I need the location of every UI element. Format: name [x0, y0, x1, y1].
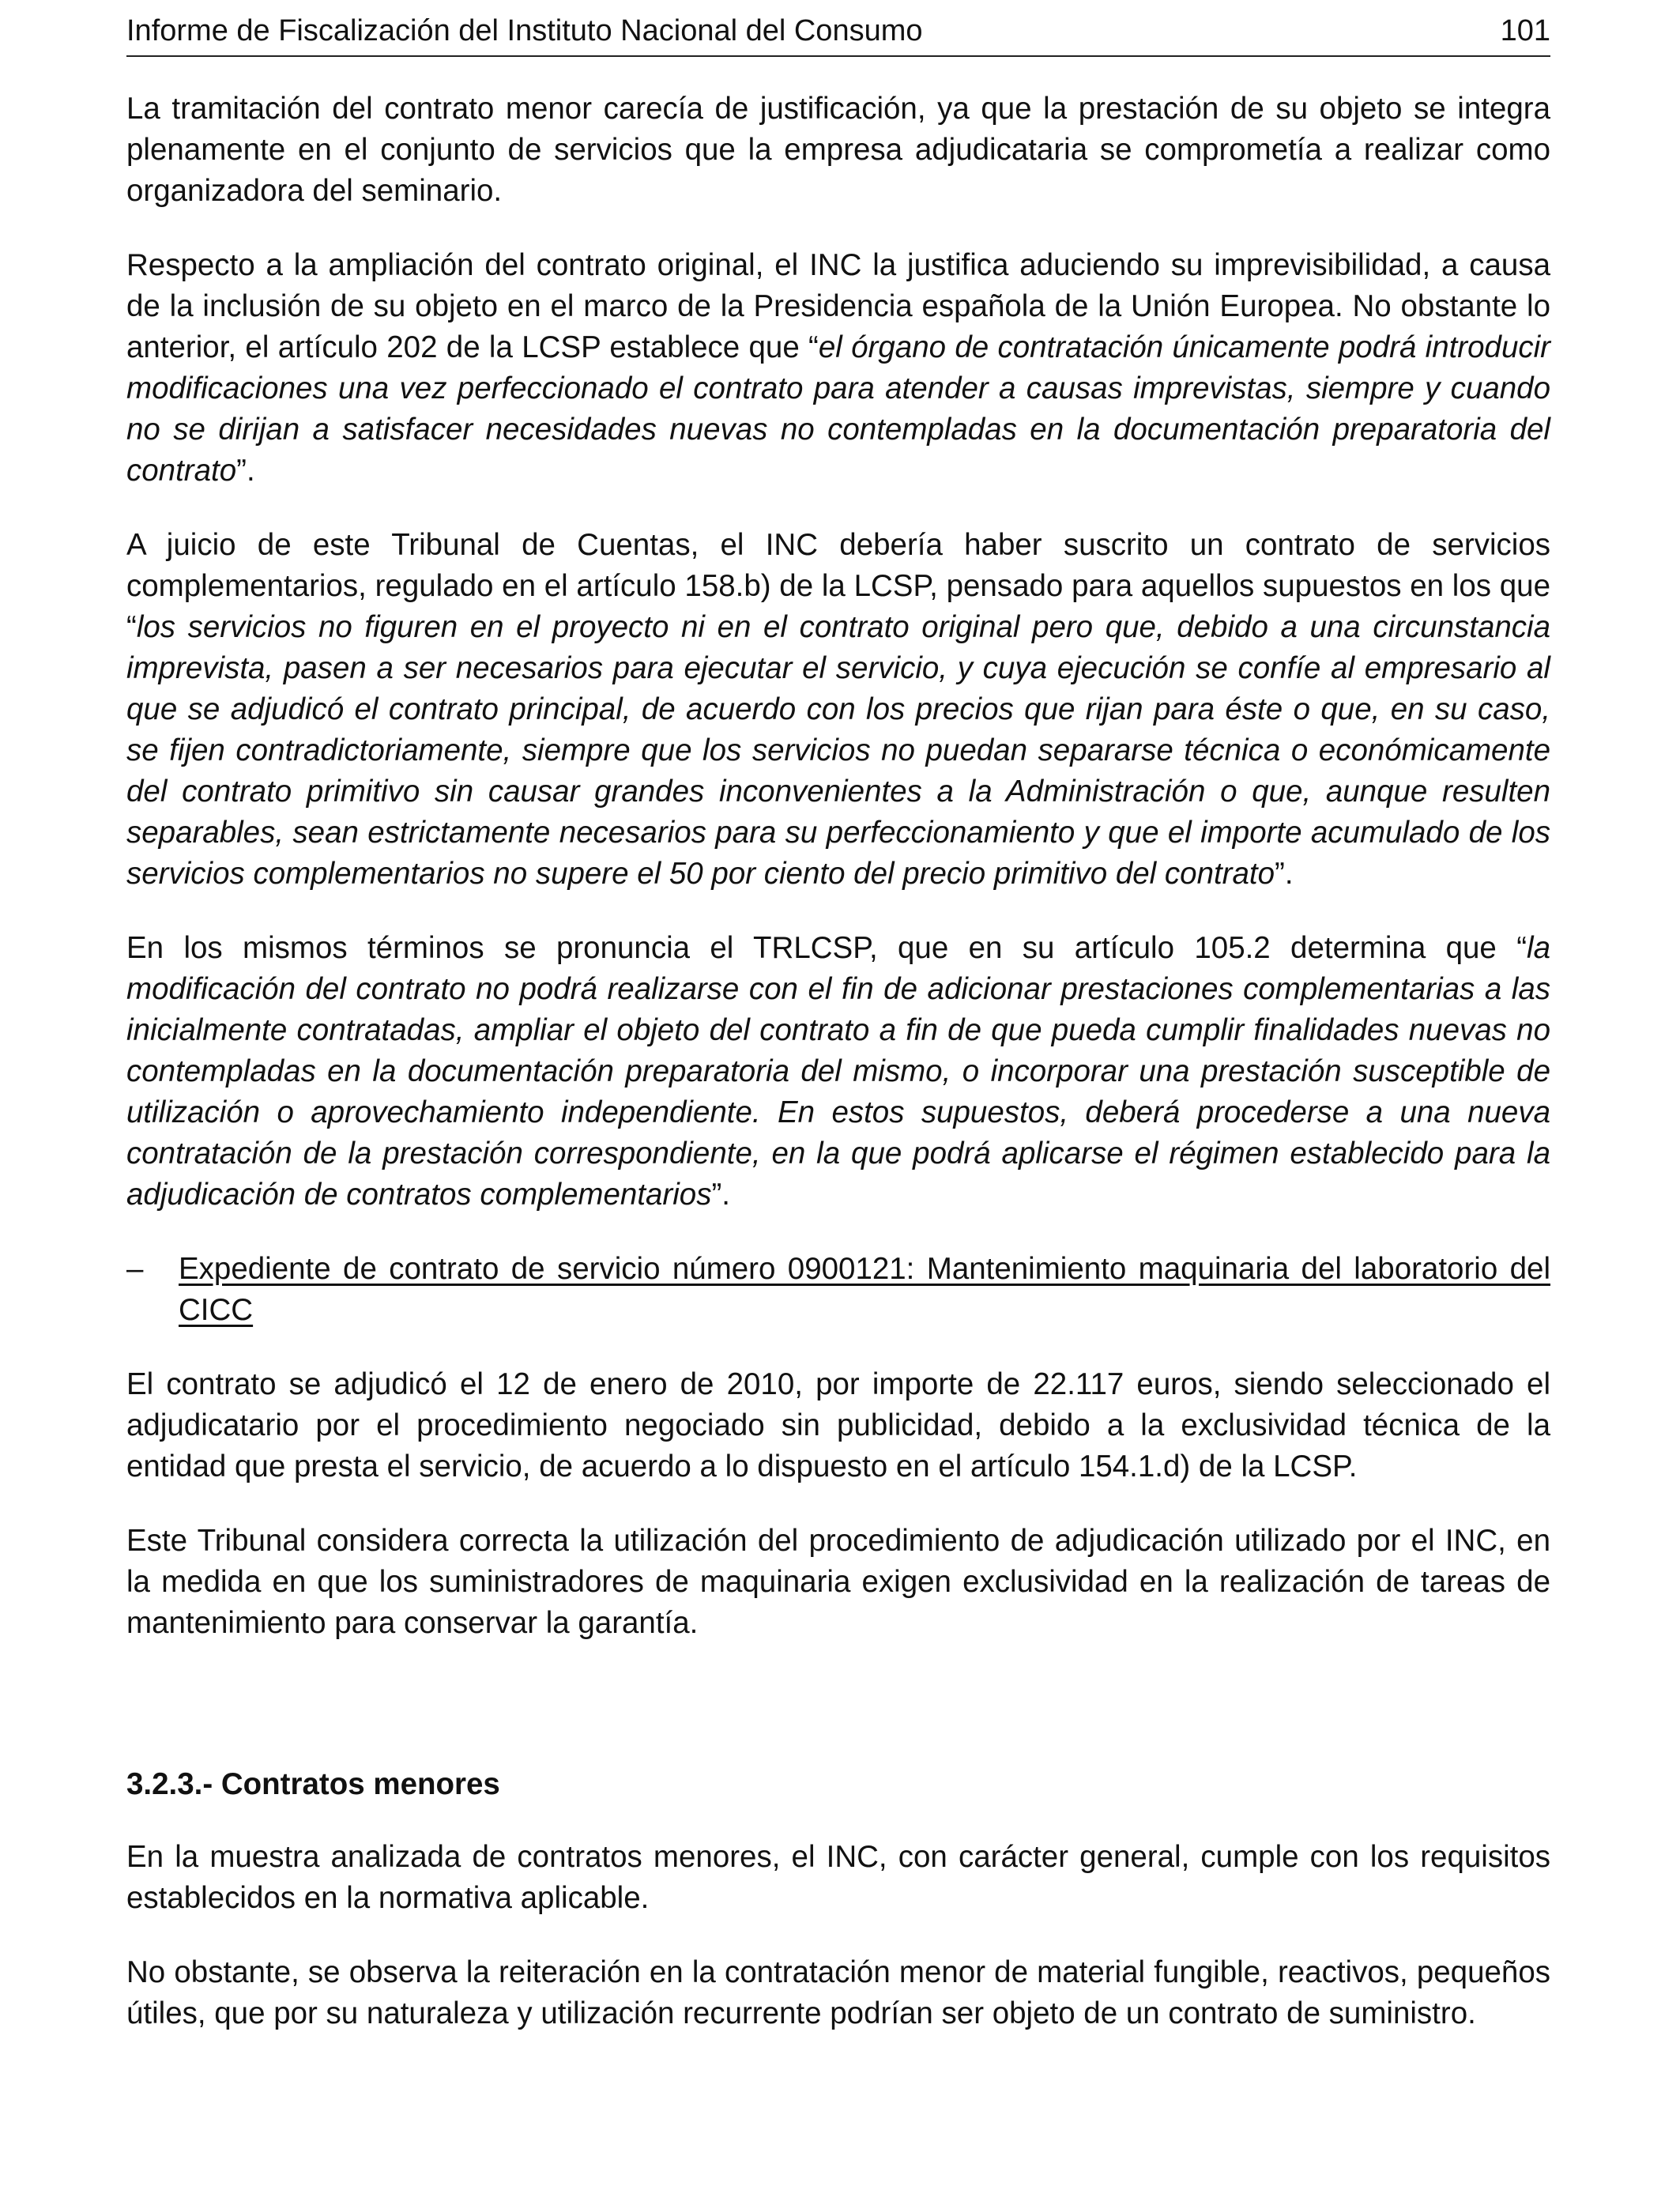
- paragraph-3-quote: los servicios no figuren en el proyecto ni en el contrato original pero que, debido a una circunstancia imprevista, pasen a ser necesarios para ejecutar el servicio, y cuya ejecución se confíe al empresario al que se adjudicó el contrato principal, de acuerdo con los precios que rijan para éste o que, en su caso, se fijen contradictoriamente, siempre que los servicios no puedan separarse técnica o económicamente del contrato primitivo sin causar grandes inconvenientes a la Administración o que, aunque resulten separables, sean estrictamente necesarios para su perfeccionamiento y que el importe acumulado de los servicios complementarios no supere el 50 por ciento del precio primitivo del contrato: [126, 610, 1550, 891]
- paragraph-8: No obstante, se observa la reiteración en la contratación menor de material fungible, reactivos, pequeños útiles, que por su naturaleza y utilización recurrente podrían ser objeto de un contrato de suministro.: [126, 1955, 1550, 2030]
- paragraph-4-lead: En los mismos términos se pronuncia el TRLCSP, que en su artículo 105.2 determina que “: [126, 931, 1527, 965]
- paragraph-3-lead: A juicio de este Tribunal de Cuentas, el INC debería haber suscrito un contrato de servicios complementarios, regulado en el artículo 158.b) de la LCSP, pensado para aquellos supuestos en los que “: [126, 528, 1550, 644]
- paragraph-2: [126, 245, 1550, 492]
- paragraph-2-tail: ”.: [236, 454, 255, 488]
- section-heading: 3.2.3.- Contratos menores: [126, 1767, 500, 1801]
- paragraph-6: Este Tribunal considera correcta la utilización del procedimiento de adjudicación utilizado por el INC, en la medida en que los suministradores de maquinaria exigen exclusividad en la realización de tareas de mantenimiento para conservar la garantía.: [126, 1524, 1550, 1640]
- paragraph-4-quote: la modificación del contrato no podrá realizarse con el fin de adicionar prestaciones complementarias a las inicialmente contratadas, ampliar el objeto del contrato a fin de que pueda cumplir finalidades nuevas no contempladas en la documentación preparatoria del mismo, o incorporar una prestación susceptible de utilización o aprovechamiento independiente. En estos supuestos, deberá procederse a una nueva contratación de la prestación correspondiente, en la que podrá aplicarse el régimen establecido para la adjudicación de contratos complementarios: [126, 931, 1550, 1212]
- header-title: Informe de Fiscalización del Instituto Nacional del Consumo: [126, 14, 923, 47]
- paragraph-5: El contrato se adjudicó el 12 de enero de 2010, por importe de 22.117 euros, siendo seleccionado el adjudicatario por el procedimiento negociado sin publicidad, debido a la exclusividad técnica de la entidad que presta el servicio, de acuerdo a lo dispuesto en el artículo 154.1.d) de la LCSP.: [126, 1367, 1550, 1483]
- paragraph-1: La tramitación del contrato menor carecía de justificación, ya que la prestación de su objeto se integra plenamente en el conjunto de servicios que la empresa adjudicataria se comprometía a realizar como organizadora del seminario.: [126, 92, 1550, 208]
- paragraph-3-tail: ”.: [1275, 857, 1294, 891]
- paragraph-2-quote: el órgano de contratación únicamente podrá introducir modificaciones una vez perfeccionado el contrato para atender a causas imprevistas, siempre y cuando no se dirijan a satisfacer necesidades nuevas no contempladas en la documentación preparatoria del contrato: [126, 330, 1550, 488]
- page-number: 101: [1500, 14, 1550, 47]
- section-spacer: [126, 1677, 1550, 1764]
- bullet-text: Expediente de contrato de servicio número 0900121: Mantenimiento maquinaria del laboratorio del CICC: [179, 1252, 1550, 1327]
- paragraph-7: En la muestra analizada de contratos menores, el INC, con carácter general, cumple con los requisitos establecidos en la normativa aplicable.: [126, 1840, 1550, 1915]
- paragraph-2-lead: Respecto a la ampliación del contrato original, el INC la justifica aduciendo su imprevisibilidad, a causa de la inclusión de su objeto en el marco de la Presidencia española de la Unión Europea. No obstante lo anterior, el artículo 202 de la LCSP establece que “: [126, 248, 1550, 364]
- bullet-dash: –: [126, 1252, 144, 1286]
- bullet-item: [126, 1249, 1550, 1331]
- page-header: [126, 11, 1550, 57]
- document-body: [126, 89, 1550, 2068]
- paragraph-4: [126, 928, 1550, 1216]
- paragraph-3: [126, 525, 1550, 895]
- paragraph-4-tail: ”.: [711, 1178, 730, 1212]
